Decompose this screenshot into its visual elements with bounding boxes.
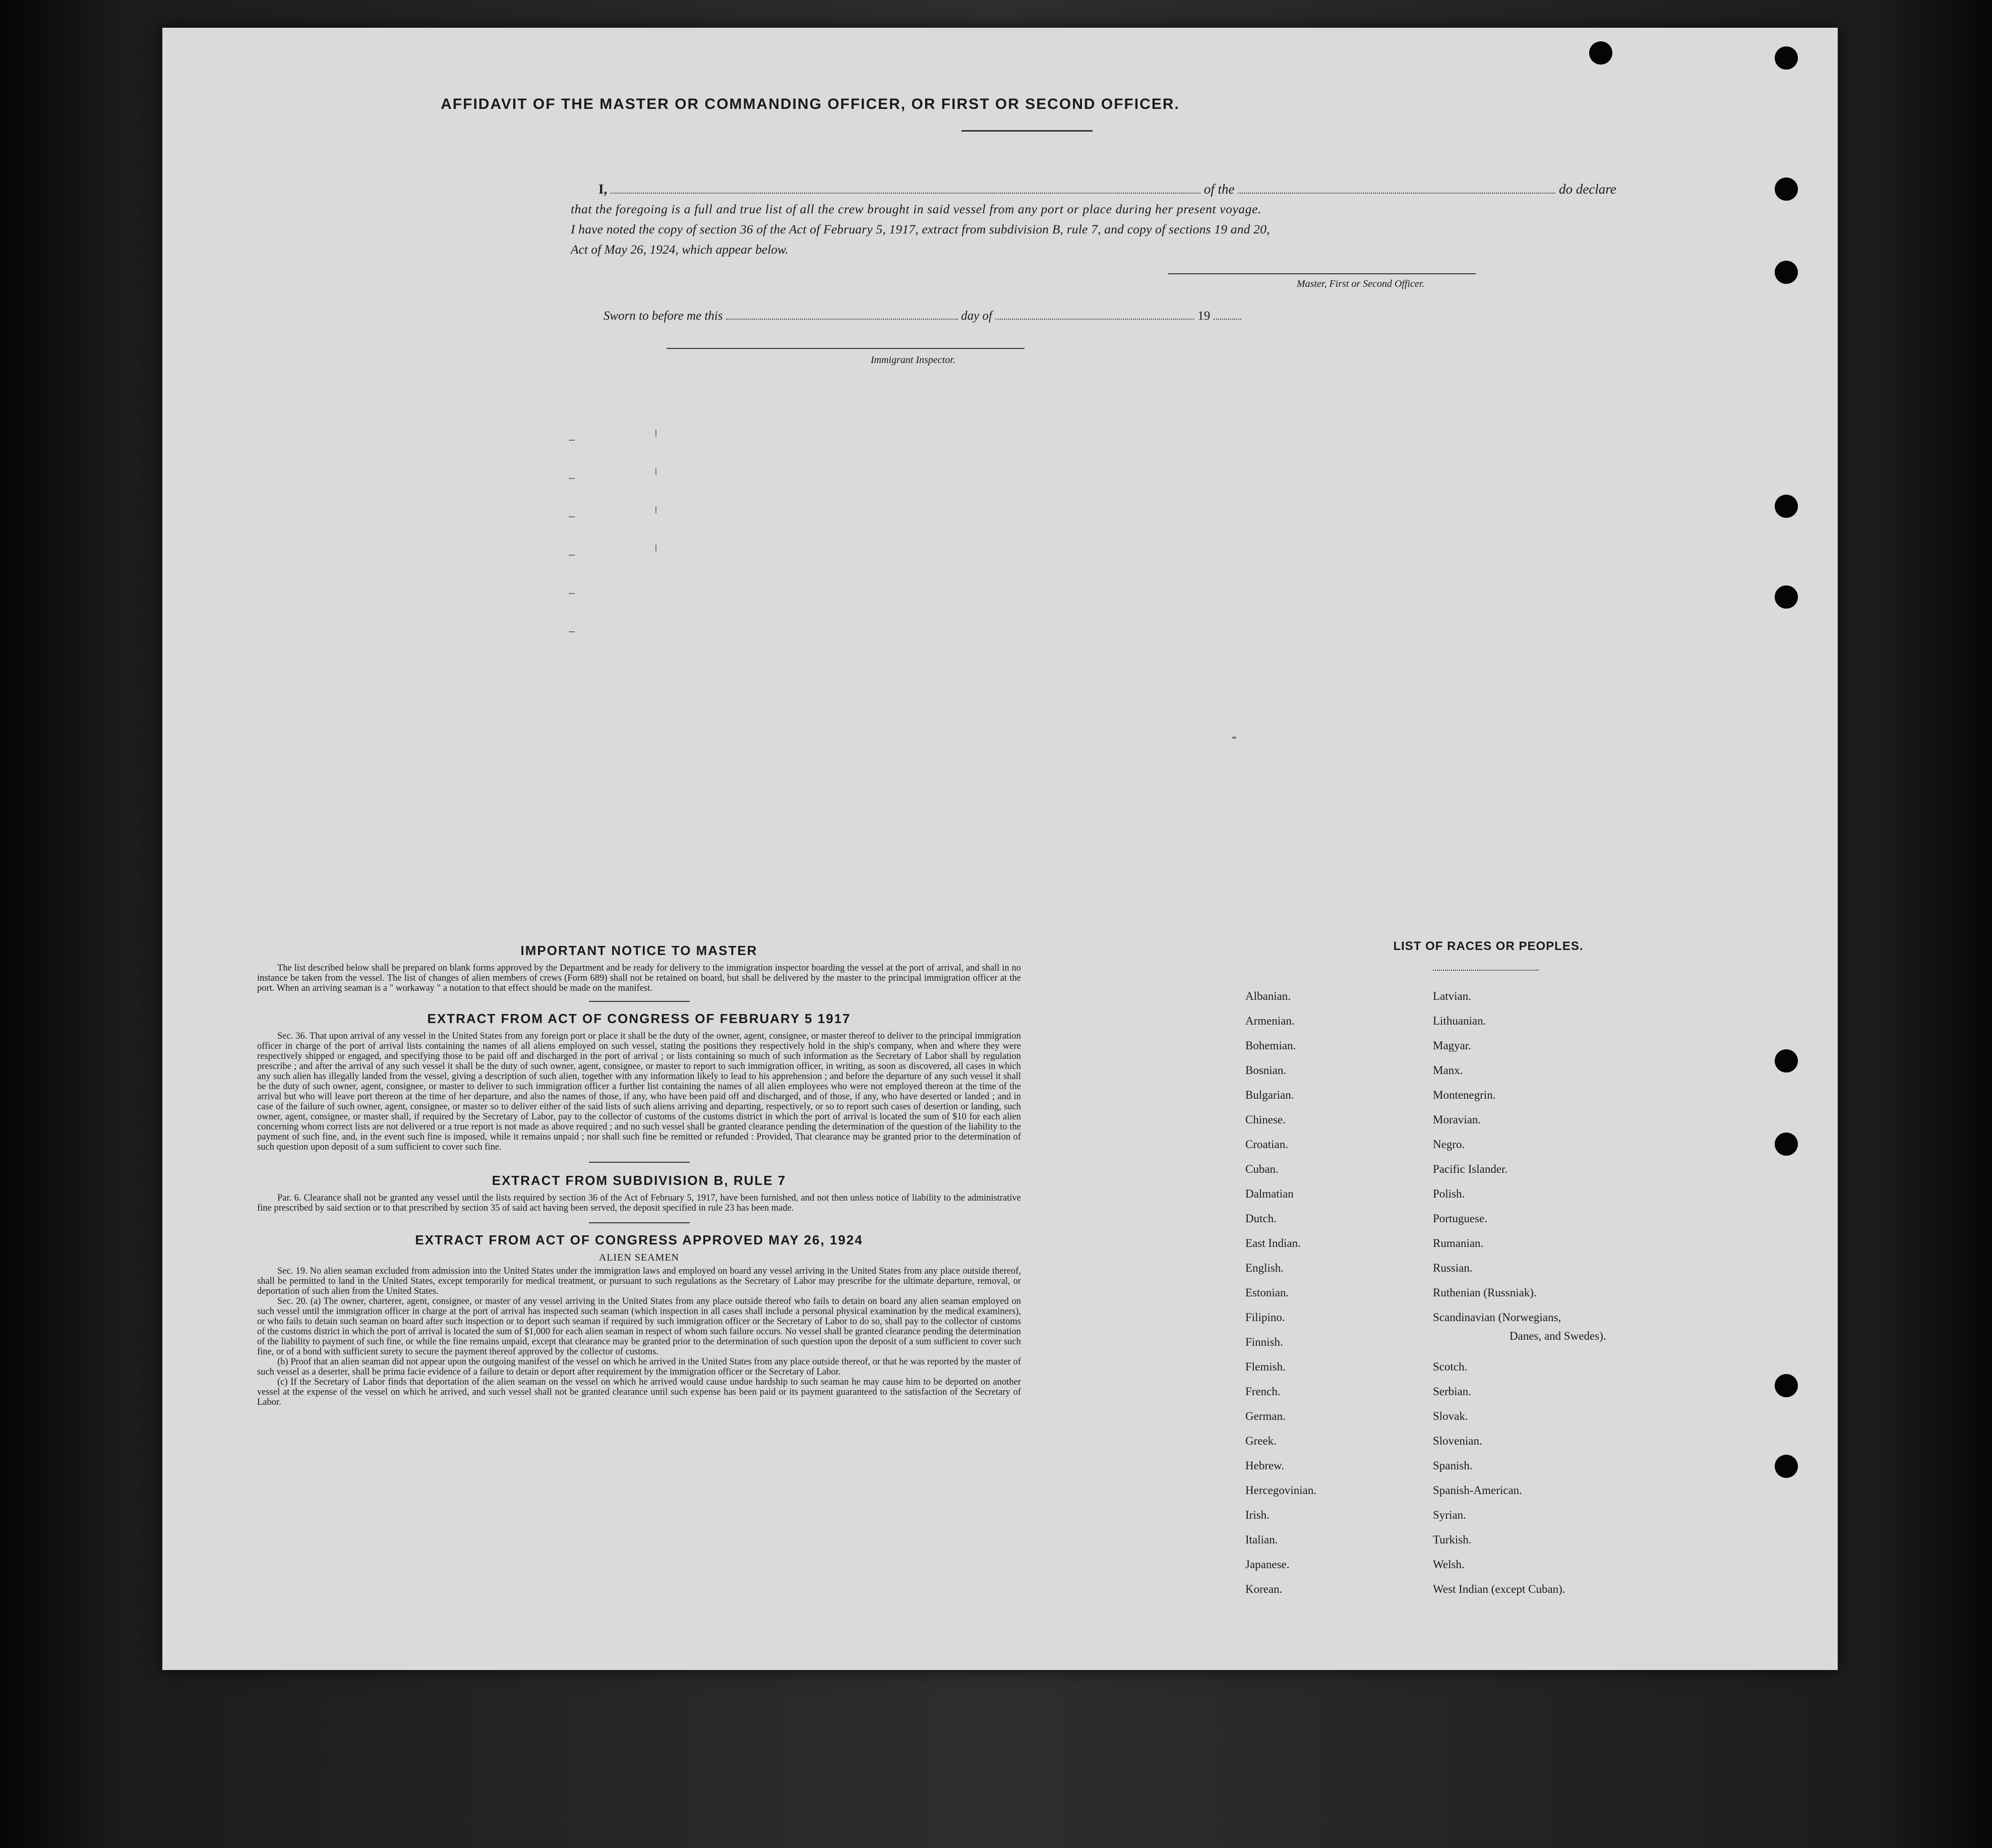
race-item: Flemish. [1245, 1360, 1286, 1373]
inspector-caption: Immigrant Inspector. [871, 354, 955, 366]
binder-hole [1775, 585, 1798, 609]
race-item: Scandinavian (Norwegians, [1433, 1311, 1561, 1324]
race-item: Hercegovinian. [1245, 1484, 1317, 1497]
race-item: Slovak. [1433, 1410, 1468, 1422]
sec-20a-text: Sec. 20. (a) The owner, charterer, agent, consignee, or master of any vessel arriving in the United States from any place outside thereof who fails to detain on board any alien seaman employed on such vessel until the immigration officer in charge at the port of arrival has inspected such seaman (which inspection in all cases shall include a personal physical examination by the medical examiners), or who fails to detain such seaman on board after such inspection or to deport such seaman if required by such immigration officer or the Secretary of Labor to do so, shall pay to the collector of customs of the customs district in which the port of arrival is located the sum of $1,000 for each alien seaman in respect of whom such failure occurs. No vessel shall be granted clearance pending the determination of the liability to payment of such fine, or while the fine remains unpaid, except that clearance may be granted prior to the determination of such question upon the deposit of a sum sufficient to cover such fine, or of a bond with sufficient surety to secure the payment thereof approved by the collector of customs. [257, 1296, 1021, 1357]
race-item: Lithuanian. [1433, 1015, 1486, 1027]
race-item: Magyar. [1433, 1039, 1472, 1052]
affidavit-text-line-3: I have noted the copy of section 36 of the Act of February 5, 1917, extract from subdivision B, rule 7, and copy of sections 19 and 20, [571, 222, 1270, 236]
extract-1924-heading: EXTRACT FROM ACT OF CONGRESS APPROVED MAY 26, 1924 [415, 1232, 863, 1248]
scan-mark [655, 430, 656, 437]
race-item: Filipino. [1245, 1311, 1285, 1324]
notice-body: The list described below shall be prepared on blank forms approved by the Department and be ready for delivery to the immigration inspector boarding the vessel at the port of arrival, and shall in no instance be taken from the vessel. The list of changes of alien members of crews (Form 689) shall not be retained on board, but shall be delivered by the master to the principal immigration officer at the port. When an arriving seaman is a " workaway " a notation to that effect should be made on the manifest. [257, 963, 1021, 993]
affidavit-do-declare: do declare [1559, 182, 1616, 197]
affidavit-text-line-2: that the foregoing is a full and true list of all the crew brought in said vessel from any port or place during her present voyage. [571, 202, 1261, 216]
race-item: Bulgarian. [1245, 1089, 1294, 1101]
race-item-continuation: Danes, and Swedes). [1510, 1330, 1606, 1342]
scan-mark [655, 545, 656, 552]
race-item: Finnish. [1245, 1336, 1283, 1348]
race-item: Rumanian. [1433, 1237, 1484, 1249]
extract-1917-body: Sec. 36. That upon arrival of any vessel in the United States from any foreign port or place it shall be the duty of the owner, agent, consignee, or master thereof to deliver to the principal immigration officer in charge of the port of arrival lists containing the names of all aliens employed on such vessel, stating the positions they respectively hold in the ship's company, when and where they were respectively shipped or engaged, and specifying those to be paid off and discharged in the port of arrival ; or lists containing so much of such information as the Secretary of Labor shall by regulation prescribe ; and after the arrival of any such vessel it shall be the duty of such owner, agent, consignee, or master to report to such immigration officer, in writing, as soon as discovered, all cases in which any such alien has illegally landed from the vessel, giving a description of such alien, together with any information likely to lead to his apprehension ; and before the departure of any such vessel it shall be the duty of such owner, agent, consignee, or master to deliver to such immigration officer a further list containing the names of all alien employees who were not employed thereon at the time of the arrival but who will leave port thereon at the time of her departure, and also the names of those, if any, who have been paid off and discharged, and of those, if any, who have deserted or landed ; and in case of the failure of such owner, agent, consignee, or master so to deliver either of the said lists of such aliens arriving and departing, respectively, or so to report such cases of desertion or landing, such owner, agent, consignee, or master shall, if required by the Secretary of Labor, pay to the collector of customs of the customs district in which the port of arrival is located the sum of $10 for each alien concerning whom correct lists are not delivered or a true report is not made as above required ; and no such vessel shall be granted clearance pending the determination of the question of the liability to the payment of such fine, and, in the event such fine is imposed, while it remains unpaid ; nor shall such fine be remitted or refunded : Provided, That clearance may be granted prior to the determination of such question upon deposit of a sum sufficient to cover such fine. [257, 1031, 1021, 1152]
sec-19-text: Sec. 19. No alien seaman excluded from admission into the United States under the immigration laws and employed on board any vessel arriving in the United States from any place outside thereof, shall be permitted to land in the United States, except temporarily for medical treatment, or pursuant to such regulations as the Secretary of Labor may prescribe for the ultimate departure, removal, or deportation of such alien from the United States. [257, 1266, 1021, 1297]
race-item: Syrian. [1433, 1509, 1466, 1521]
race-item: Croatian. [1245, 1138, 1288, 1151]
scan-mark [569, 478, 575, 479]
binder-hole [1775, 177, 1798, 201]
race-item: West Indian (except Cuban). [1433, 1583, 1565, 1595]
race-item: Slovenian. [1433, 1435, 1482, 1447]
scan-mark [569, 440, 575, 441]
race-item: Pacific Islander. [1433, 1163, 1508, 1175]
race-item: Welsh. [1433, 1558, 1465, 1571]
name-blank-field[interactable] [611, 182, 1200, 194]
race-item: Japanese. [1245, 1558, 1290, 1571]
alien-seamen-subheading: ALIEN SEAMEN [598, 1252, 680, 1264]
scan-mark [569, 593, 575, 594]
race-item: Albanian. [1245, 990, 1291, 1002]
race-item: Ruthenian (Russniak). [1433, 1286, 1537, 1299]
race-item: Cuban. [1245, 1163, 1279, 1175]
affidavit-i: I, [598, 182, 608, 197]
race-item: Serbian. [1433, 1385, 1472, 1398]
section-divider [589, 1222, 690, 1223]
extract-rule7-heading: EXTRACT FROM SUBDIVISION B, RULE 7 [492, 1172, 787, 1188]
race-item: Dalmatian [1245, 1187, 1294, 1200]
race-item: English. [1245, 1262, 1284, 1274]
day-of-label: day of [961, 309, 992, 323]
vessel-blank-field[interactable] [1238, 182, 1555, 194]
race-item: Scotch. [1433, 1360, 1468, 1373]
binder-hole [1775, 1132, 1798, 1156]
race-item: Spanish-American. [1433, 1484, 1522, 1497]
binder-hole [1775, 495, 1798, 518]
scan-mark [569, 555, 575, 556]
race-item: Polish. [1433, 1187, 1465, 1200]
race-item: Irish. [1245, 1509, 1270, 1521]
race-item: Manx. [1433, 1064, 1463, 1077]
extract-1917-heading: EXTRACT FROM ACT OF CONGRESS OF FEBRUARY 5 1917 [427, 1010, 851, 1026]
races-heading: LIST OF RACES OR PEOPLES. [1393, 939, 1584, 953]
races-heading-underline [1433, 970, 1539, 971]
binder-hole [1775, 1374, 1798, 1397]
legal-extracts-column [257, 943, 1021, 1408]
race-item: East Indian. [1245, 1237, 1301, 1249]
race-item: Armenian. [1245, 1015, 1295, 1027]
notice-heading: IMPORTANT NOTICE TO MASTER [520, 943, 758, 958]
race-item: Italian. [1245, 1533, 1278, 1546]
race-item: Chinese. [1245, 1113, 1286, 1126]
race-item: Bosnian. [1245, 1064, 1287, 1077]
manifest-page [162, 28, 1838, 1670]
race-item: Estonian. [1245, 1286, 1289, 1299]
binder-hole [1775, 1049, 1798, 1072]
sworn-day-field[interactable] [726, 308, 958, 320]
race-item: Portuguese. [1433, 1212, 1487, 1225]
title-underline [961, 130, 1093, 132]
section-divider [589, 1001, 690, 1002]
extract-rule7-body: Par. 6. Clearance shall not be granted any vessel until the lists required by section 36 of the Act of February 5, 1917, have been furnished, and not then unless notice of liability to the administrative fine prescribed by said section or to that prescribed by section 35 of said act having been served, the deposit specified in rule 23 has been made. [257, 1193, 1021, 1213]
sworn-line [603, 307, 1241, 326]
scan-mark [569, 631, 575, 632]
race-item: German. [1245, 1410, 1286, 1422]
scan-mark [655, 506, 656, 513]
race-item: Latvian. [1433, 990, 1471, 1002]
race-item: Greek. [1245, 1435, 1277, 1447]
scan-mark [569, 516, 575, 517]
race-item: Korean. [1245, 1583, 1283, 1595]
race-item: Negro. [1433, 1138, 1465, 1151]
scan-mark [1232, 737, 1236, 739]
affidavit-declaration-line [598, 179, 1616, 200]
scan-mark [655, 468, 656, 475]
sworn-label: Sworn to before me this [603, 309, 723, 323]
race-item: French. [1245, 1385, 1281, 1398]
race-item: Montenegrin. [1433, 1089, 1496, 1101]
race-item: Spanish. [1433, 1459, 1473, 1472]
race-item: Hebrew. [1245, 1459, 1285, 1472]
binder-hole [1775, 1455, 1798, 1478]
race-item: Moravian. [1433, 1113, 1481, 1126]
race-item: Russian. [1433, 1262, 1473, 1274]
section-divider [589, 1162, 690, 1163]
sec-20b-text: (b) Proof that an alien seaman did not appear upon the outgoing manifest of the vessel on which he arrived in the United States from any place outside thereof, or that he was reported by the master of such vessel as a deserter, shall be prima facie evidence of a failure to detain or deport after requirement by the immigration officer or the Secretary of Labor. [257, 1357, 1021, 1378]
affidavit-of-the: of the [1203, 182, 1235, 197]
master-signature-line[interactable] [1168, 273, 1476, 274]
race-item: Turkish. [1433, 1533, 1472, 1546]
binder-hole [1775, 46, 1798, 70]
sworn-year-field[interactable] [1214, 308, 1241, 320]
race-item: Dutch. [1245, 1212, 1277, 1225]
year-prefix: 19 [1197, 309, 1211, 323]
affidavit-text-line-4: Act of May 26, 1924, which appear below. [571, 242, 789, 257]
binder-hole [1775, 261, 1798, 284]
sworn-month-field[interactable] [995, 308, 1194, 320]
inspector-signature-line[interactable] [667, 348, 1024, 349]
race-item: Bohemian. [1245, 1039, 1296, 1052]
binder-hole [1589, 41, 1612, 65]
affidavit-title: AFFIDAVIT OF THE MASTER OR COMMANDING OFFICER, OR FIRST OR SECOND OFFICER. [441, 96, 1180, 112]
sec-20c-text: (c) If the Secretary of Labor finds that deportation of the alien seaman on the vessel on which he arrived would cause undue hardship to such seaman he may cause him to be deported on another vessel at the expense of the vessel on which he arrived, and such vessel shall not be granted clearance until such expense has been paid or its payment guaranteed to the satisfaction of the Secretary of Labor. [257, 1377, 1021, 1408]
master-caption: Master, First or Second Officer. [1297, 278, 1425, 289]
